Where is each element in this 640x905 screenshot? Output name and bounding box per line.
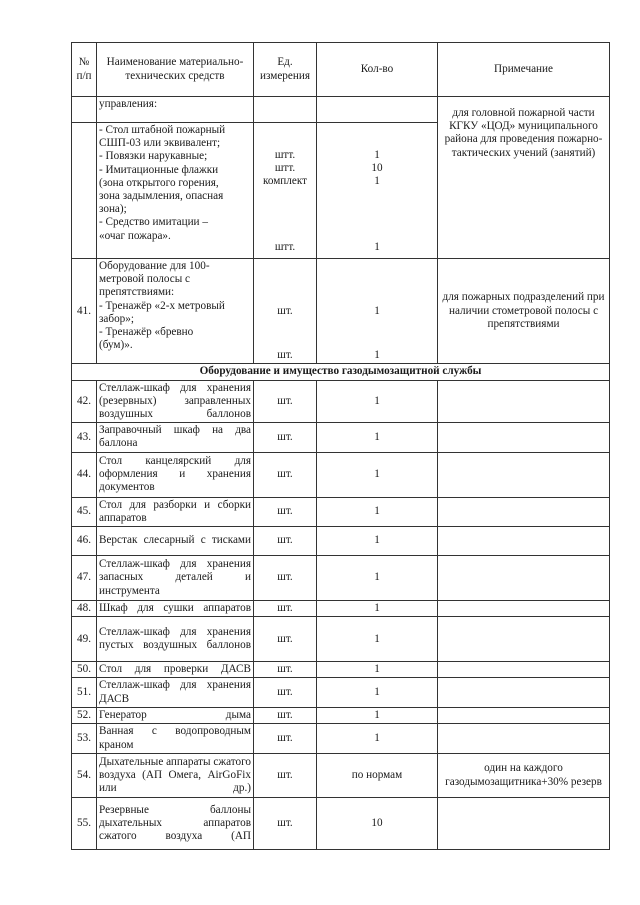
cell-qty: 1: [317, 724, 438, 754]
cell-note: один на каждого газодымозащитника+30% резерв: [438, 754, 610, 798]
header-unit: Ед. измерения: [254, 43, 317, 97]
cell-unit: [254, 123, 317, 259]
section-row: [72, 364, 610, 380]
name-line: СШП-03 или эквивалент;: [99, 137, 221, 150]
unit-value: штт.: [274, 162, 296, 175]
equipment-table: [71, 42, 610, 850]
cell-qty: 1: [317, 452, 438, 497]
cell-num: 55.: [72, 798, 97, 850]
cell-note: [438, 707, 610, 723]
table-row: [72, 798, 610, 850]
cell-note: для головной пожарной части КГКУ «ЦОД» муниципального района для проведения пожарно-тактических учений (занятий): [438, 97, 610, 259]
cell-qty: [317, 259, 438, 364]
cell-name: Стол канцелярский для оформления и хранения документов: [97, 452, 254, 497]
cell-name: Стеллаж-шкаф для хранения ДАСВ: [97, 678, 254, 707]
table-row: [72, 754, 610, 798]
cell-name: [97, 123, 254, 259]
table-row: [72, 452, 610, 497]
table-row: [72, 527, 610, 556]
cell-name: Стеллаж-шкаф для хранения запасных деталей и инструмента: [97, 556, 254, 601]
cell-num: 41.: [72, 259, 97, 364]
table-row: [72, 423, 610, 452]
cell-name: Дыхательные аппараты сжатого воздуха (АП Омега, AirGoFix или др.): [97, 754, 254, 798]
cell-qty: 1: [317, 380, 438, 423]
cell-num: 50.: [72, 662, 97, 678]
cell-qty: 1: [317, 707, 438, 723]
unit-value: комплект: [262, 175, 308, 188]
cell-qty: 1: [317, 678, 438, 707]
cell-qty: 10: [317, 798, 438, 850]
name-line: (бум)».: [99, 339, 133, 352]
cell-qty: 1: [317, 617, 438, 662]
cell-num: 47.: [72, 556, 97, 601]
name-line: «очаг пожара».: [99, 229, 171, 242]
cell-note: [438, 678, 610, 707]
cell-unit: шт.: [254, 497, 317, 526]
cell-unit: шт.: [254, 601, 317, 617]
cell-note: [438, 724, 610, 754]
cell-num: 52.: [72, 707, 97, 723]
unit-value: штт.: [274, 240, 296, 253]
cell-unit: шт.: [254, 754, 317, 798]
cell-num: 49.: [72, 617, 97, 662]
unit-value: шт.: [277, 349, 293, 362]
cell-unit: шт.: [254, 678, 317, 707]
cell-name: Заправочный шкаф на два баллона: [97, 423, 254, 452]
cell-name: Ванная с водопроводным краном: [97, 724, 254, 754]
cell-note: [438, 556, 610, 601]
cell-note: [438, 662, 610, 678]
table-row: [72, 617, 610, 662]
cell-note: [438, 423, 610, 452]
unit-value: шт.: [277, 305, 293, 317]
cell-qty: 1: [317, 601, 438, 617]
name-line: забор»;: [99, 312, 134, 325]
header-qty: Кол-во: [317, 43, 438, 97]
cell-qty: по нормам: [317, 754, 438, 798]
cell-num: 51.: [72, 678, 97, 707]
cell-name: [97, 259, 254, 364]
cell-num: 46.: [72, 527, 97, 556]
table-row: [72, 678, 610, 707]
name-line: препятствиями:: [99, 286, 175, 299]
qty-value: 1: [374, 305, 380, 317]
cell-num: 44.: [72, 452, 97, 497]
cell-num: 42.: [72, 380, 97, 423]
cell-num: 43.: [72, 423, 97, 452]
name-line: зона задымления, опасная: [99, 190, 224, 203]
name-line: (зона открытого горения,: [99, 176, 219, 189]
cell-unit: шт.: [254, 527, 317, 556]
qty-value: 10: [371, 162, 383, 175]
name-line: - Имитационные флажки: [99, 163, 219, 176]
cell-unit: [254, 259, 317, 364]
cell-name: Стол для разборки и сборки аппаратов: [97, 497, 254, 526]
cell-qty: [317, 123, 438, 259]
name-line: - Повязки нарукавные;: [99, 150, 208, 163]
cell-qty: 1: [317, 527, 438, 556]
cell-name: Стеллаж-шкаф для хранения (резервных) заправленных воздушных баллонов: [97, 380, 254, 423]
cell-unit: шт.: [254, 707, 317, 723]
cell-qty: 1: [317, 497, 438, 526]
name-line: метровой полосы с: [99, 273, 190, 286]
table-row-mgmt: [72, 97, 610, 123]
unit-value: штт.: [274, 149, 296, 161]
cell-num: 48.: [72, 601, 97, 617]
cell-name: Резервные баллоны дыхательных аппаратов сжатого воздуха (АП: [97, 798, 254, 850]
cell-unit: шт.: [254, 380, 317, 423]
header-note: Примечание: [438, 43, 610, 97]
cell-qty: 1: [317, 662, 438, 678]
cell-qty: 1: [317, 423, 438, 452]
table-header-row: [72, 43, 610, 97]
table-row: [72, 724, 610, 754]
section-title: Оборудование и имущество газодымозащитной службы: [72, 364, 610, 380]
table-row: [72, 707, 610, 723]
qty-value: 1: [374, 240, 380, 253]
cell-name: Шкаф для сушки аппаратов: [97, 601, 254, 617]
table-row: [72, 556, 610, 601]
cell-num: 45.: [72, 497, 97, 526]
name-line: - Тренажёр «бревно: [99, 326, 194, 339]
header-num: № п/п: [72, 43, 97, 97]
cell-name: управления:: [97, 97, 254, 123]
qty-value: 1: [374, 175, 380, 188]
cell-unit: шт.: [254, 452, 317, 497]
name-line: зона);: [99, 203, 127, 216]
cell-name: Стол для проверки ДАСВ: [97, 662, 254, 678]
cell-note: [438, 452, 610, 497]
cell-num: 53.: [72, 724, 97, 754]
cell-unit: шт.: [254, 423, 317, 452]
table-row: [72, 601, 610, 617]
cell-name: Верстак слесарный с тисками: [97, 527, 254, 556]
cell-name: Стеллаж-шкаф для хранения пустых воздушных баллонов: [97, 617, 254, 662]
header-name: Наименование материально-технических средств: [97, 43, 254, 97]
name-line: Оборудование для 100-: [99, 260, 210, 272]
qty-value: 1: [374, 349, 380, 362]
cell-unit: шт.: [254, 556, 317, 601]
table-row: [72, 497, 610, 526]
cell-note: для пожарных подразделений при наличии стометровой полосы с препятствиями: [438, 259, 610, 364]
cell-note: [438, 380, 610, 423]
cell-note: [438, 798, 610, 850]
cell-note: [438, 617, 610, 662]
cell-name: Генератор дыма: [97, 707, 254, 723]
table-row: [72, 380, 610, 423]
cell-note: [438, 497, 610, 526]
name-line: - Средство имитации –: [99, 216, 208, 229]
cell-unit: шт.: [254, 662, 317, 678]
cell-qty: 1: [317, 556, 438, 601]
cell-unit: шт.: [254, 617, 317, 662]
name-line: - Тренажёр «2-х метровый: [99, 299, 225, 312]
table-row: [72, 662, 610, 678]
cell-unit: шт.: [254, 798, 317, 850]
table-row-41: [72, 259, 610, 364]
cell-unit: шт.: [254, 724, 317, 754]
cell-num: 54.: [72, 754, 97, 798]
cell-note: [438, 601, 610, 617]
qty-value: 1: [374, 149, 380, 161]
cell-note: [438, 527, 610, 556]
name-line: - Стол штабной пожарный: [99, 124, 226, 136]
